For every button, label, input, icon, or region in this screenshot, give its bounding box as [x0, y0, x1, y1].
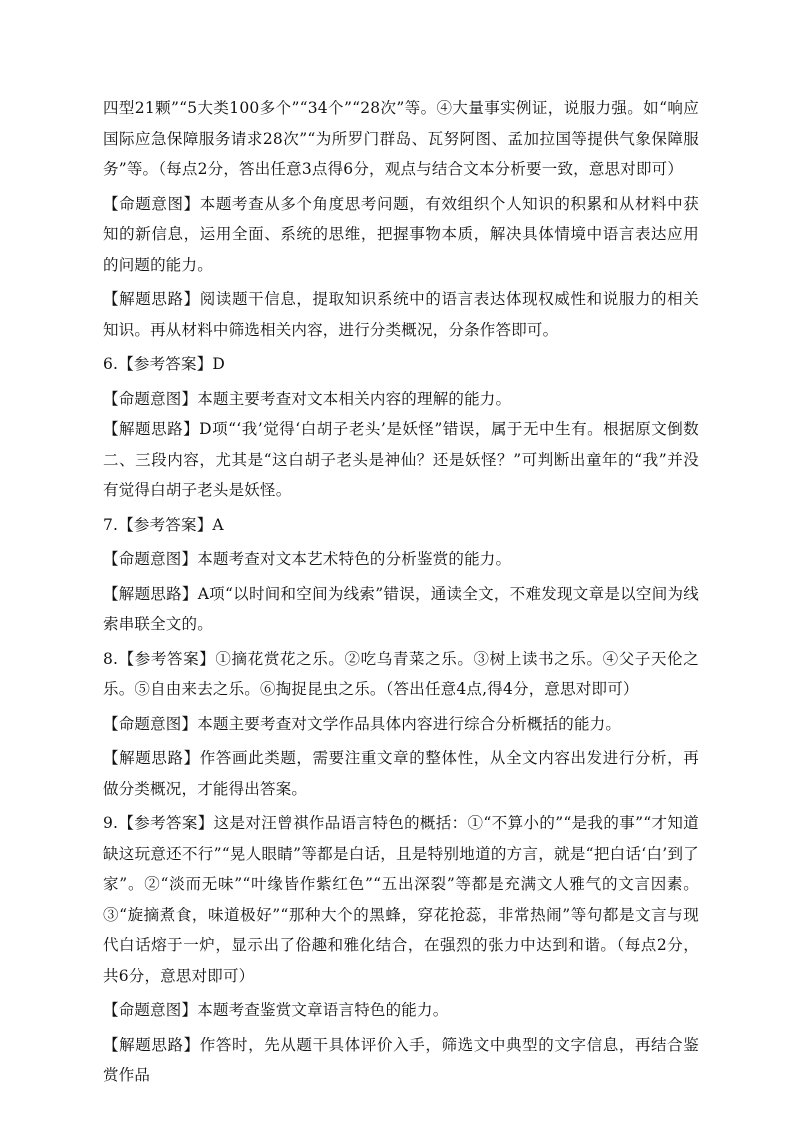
- q6-approach: 【解题思路】D项“‘我’觉得‘白胡子老头’是妖怪”错误，属于无中生有。根据原文倒数二、三段内容，尤其是“这白胡子老头是神仙？还是妖怪？”可判断出童年的“我”并没有觉得白胡子老头是妖怪。: [103, 420, 699, 499]
- q9-approach: 【解题思路】作答时，先从题干具体评价入手，筛选文中典型的文字信息，再结合鉴赏作品: [103, 1035, 699, 1084]
- q7-approach: 【解题思路】A项“以时间和空间为线索”错误，通读全文，不难发现文章是以空间为线索串联全文的。: [103, 584, 699, 633]
- q9-answer: 9.【参考答案】这是对汪曾祺作品语言特色的概括：①“不算小的”“是我的事”“才知道缺这玩意还不行”“晃人眼睛”等都是白话，且是特别地道的方言，就是“把白话‘白’到了家”。②“淡而无味”“叶缘皆作紫红色”“五出深裂”等都是充满文人雅气的文言因素。③“旋摘煮食，味道极好”“那种大个的黑蜂，穿花抢蕊，非常热闹”等句都是文言与现代白话熔于一炉，显示出了俗趣和雅化结合，在强烈的张力中达到和谐。（每点2分，共6分，意思对即可）: [103, 814, 699, 985]
- q8-approach: 【解题思路】作答画此类题，需要注重文章的整体性，从全文内容出发进行分析，再做分类概况，才能得出答案。: [103, 749, 699, 798]
- q9-intent: 【命题意图】本题考查鉴赏文章语言特色的能力。: [103, 1001, 449, 1019]
- q6-intent: 【命题意图】本题主要考查对文本相关内容的理解的能力。: [103, 389, 512, 408]
- q5-answer-continuation: 四型21颗”“5大类100多个”“34个”“28次”等。④大量事实例证，说服力强。如“响应国际应急保障服务请求28次”“为所罗门群岛、瓦努阿图、孟加拉国等提供气象保障服务”等。（每点2分，答出任意3点得6分，观点与结合文本分析要一致，意思对即可）: [103, 99, 699, 178]
- q7-answer: 7.【参考答案】A: [103, 515, 224, 534]
- q5-approach: 【解题思路】阅读题干信息，提取知识系统中的语言表达体现权威性和说服力的相关知识。再从材料中筛选相关内容，进行分类概况，分条作答即可。: [103, 290, 699, 339]
- answer-key-content: [103, 93, 699, 1095]
- q6-answer: 6.【参考答案】D: [103, 355, 226, 373]
- q8-intent: 【命题意图】本题主要考查对文学作品具体内容进行综合分析概括的能力。: [103, 714, 622, 733]
- q5-intent: 【命题意图】本题考查从多个角度思考问题，有效组织个人知识的积累和从材料中获知的新信息，运用全面、系统的思维，把握事物本质，解决具体情境中语言表达应用的问题的能力。: [103, 194, 699, 274]
- q8-answer: 8.【参考答案】①摘花赏花之乐。②吃乌青菜之乐。③树上读书之乐。④父子天伦之乐。⑤自由来去之乐。⑥掏捉昆虫之乐。（答出任意4点,得4分，意思对即可）: [103, 649, 699, 698]
- q7-intent: 【命题意图】本题考查对文本艺术特色的分析鉴赏的能力。: [103, 550, 512, 568]
